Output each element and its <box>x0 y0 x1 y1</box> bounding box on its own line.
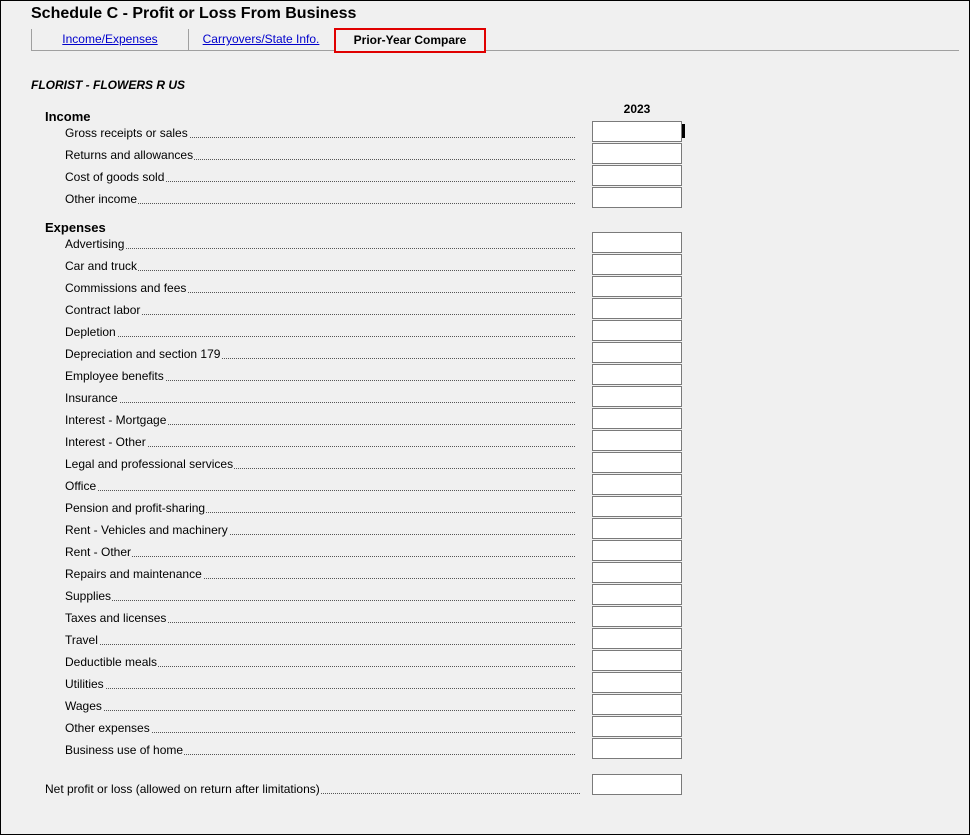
returns-and-allowances-input[interactable] <box>592 143 682 164</box>
row-label <box>65 146 575 164</box>
leader-dots <box>65 314 575 315</box>
row-label <box>65 697 575 715</box>
row-label <box>65 543 575 561</box>
leader-dots <box>65 600 575 601</box>
row-label-text: Employee benefits <box>65 369 164 383</box>
tab-divider-line <box>31 50 959 51</box>
utilities-input[interactable] <box>592 672 682 693</box>
tab-prior-year-compare[interactable]: Prior-Year Compare <box>334 28 486 53</box>
row-label-text: Depreciation and section 179 <box>65 347 221 361</box>
row-label <box>65 455 575 473</box>
row-label <box>65 675 575 693</box>
row-label <box>65 235 575 253</box>
business-use-of-home-input[interactable] <box>592 738 682 759</box>
net-profit-label <box>45 780 580 798</box>
row-label <box>65 477 575 495</box>
row-label-text: Other expenses <box>65 721 150 735</box>
row-label-text: Supplies <box>65 589 112 603</box>
tab-bar <box>31 28 959 52</box>
leader-dots <box>65 402 575 403</box>
insurance-input[interactable] <box>592 386 682 407</box>
rent-vehicles-and-machinery-input[interactable] <box>592 518 682 539</box>
repairs-and-maintenance-input[interactable] <box>592 562 682 583</box>
row-label <box>65 587 575 605</box>
gross-receipts-or-sales-input[interactable] <box>592 121 682 142</box>
net-profit-label-text: Net profit or loss (allowed on return after limitations) <box>45 782 320 796</box>
interest-mortgage-input[interactable] <box>592 408 682 429</box>
row-label-text: Rent - Vehicles and machinery <box>65 523 228 537</box>
row-label <box>65 741 575 759</box>
row-label <box>65 345 575 363</box>
row-label <box>65 257 575 275</box>
net-profit-input[interactable] <box>592 774 682 795</box>
business-name: FLORIST - FLOWERS R US <box>31 78 185 92</box>
leader-dots <box>65 688 575 689</box>
year-column-header: 2023 <box>623 102 651 116</box>
row-label-text: Deductible meals <box>65 655 158 669</box>
row-label-text: Contract labor <box>65 303 141 317</box>
row-label-text: Utilities <box>65 677 104 691</box>
row-label <box>65 653 575 671</box>
interest-other-input[interactable] <box>592 430 682 451</box>
row-label <box>65 190 575 208</box>
leader-dots <box>65 203 575 204</box>
row-label <box>65 411 575 429</box>
leader-dots <box>65 710 575 711</box>
row-label <box>65 367 575 385</box>
row-label <box>65 719 575 737</box>
leader-dots <box>65 248 575 249</box>
leader-dots <box>65 336 575 337</box>
row-label <box>65 433 575 451</box>
depletion-input[interactable] <box>592 320 682 341</box>
car-and-truck-input[interactable] <box>592 254 682 275</box>
commissions-and-fees-input[interactable] <box>592 276 682 297</box>
leader-dots <box>65 270 575 271</box>
deductible-meals-input[interactable] <box>592 650 682 671</box>
row-label <box>65 168 575 186</box>
expenses-heading: Expenses <box>45 220 106 235</box>
row-label-text: Cost of goods sold <box>65 170 165 184</box>
row-label-text: Depletion <box>65 325 116 339</box>
office-input[interactable] <box>592 474 682 495</box>
row-label <box>65 499 575 517</box>
row-label <box>65 609 575 627</box>
row-label-text: Office <box>65 479 97 493</box>
advertising-input[interactable] <box>592 232 682 253</box>
depreciation-and-section-179-input[interactable] <box>592 342 682 363</box>
travel-input[interactable] <box>592 628 682 649</box>
row-label <box>65 124 575 142</box>
row-label-text: Business use of home <box>65 743 184 757</box>
row-label <box>65 301 575 319</box>
row-label-text: Pension and profit-sharing <box>65 501 206 515</box>
row-label-text: Repairs and maintenance <box>65 567 202 581</box>
row-label-text: Other income <box>65 192 138 206</box>
tab-income-expenses[interactable]: Income/Expenses <box>31 29 189 50</box>
page-title: Schedule C - Profit or Loss From Business <box>31 5 357 22</box>
tab-carryovers-state-info[interactable]: Carryovers/State Info. <box>202 32 320 46</box>
row-label-text: Advertising <box>65 237 125 251</box>
row-label <box>65 389 575 407</box>
employee-benefits-input[interactable] <box>592 364 682 385</box>
row-label <box>65 323 575 341</box>
row-label-text: Legal and professional services <box>65 457 234 471</box>
row-label-text: Taxes and licenses <box>65 611 167 625</box>
leader-dots <box>65 490 575 491</box>
supplies-input[interactable] <box>592 584 682 605</box>
rent-other-input[interactable] <box>592 540 682 561</box>
pension-and-profit-sharing-input[interactable] <box>592 496 682 517</box>
row-label <box>65 565 575 583</box>
wages-input[interactable] <box>592 694 682 715</box>
row-label <box>65 521 575 539</box>
leader-dots <box>65 556 575 557</box>
taxes-and-licenses-input[interactable] <box>592 606 682 627</box>
row-label-text: Gross receipts or sales <box>65 126 188 140</box>
row-label-text: Insurance <box>65 391 118 405</box>
legal-and-professional-services-input[interactable] <box>592 452 682 473</box>
leader-dots <box>65 644 575 645</box>
row-label <box>65 631 575 649</box>
contract-labor-input[interactable] <box>592 298 682 319</box>
income-heading: Income <box>45 109 91 124</box>
row-label-text: Wages <box>65 699 102 713</box>
row-label-text: Returns and allowances <box>65 148 194 162</box>
row-label-text: Rent - Other <box>65 545 132 559</box>
cost-of-goods-sold-input[interactable] <box>592 165 682 186</box>
row-label-text: Commissions and fees <box>65 281 187 295</box>
row-label-text: Interest - Other <box>65 435 146 449</box>
row-label-text: Car and truck <box>65 259 138 273</box>
other-income-input[interactable] <box>592 187 682 208</box>
row-label-text: Travel <box>65 633 98 647</box>
text-cursor-indicator <box>682 124 685 138</box>
row-label <box>65 279 575 297</box>
row-label-text: Interest - Mortgage <box>65 413 167 427</box>
other-expenses-input[interactable] <box>592 716 682 737</box>
